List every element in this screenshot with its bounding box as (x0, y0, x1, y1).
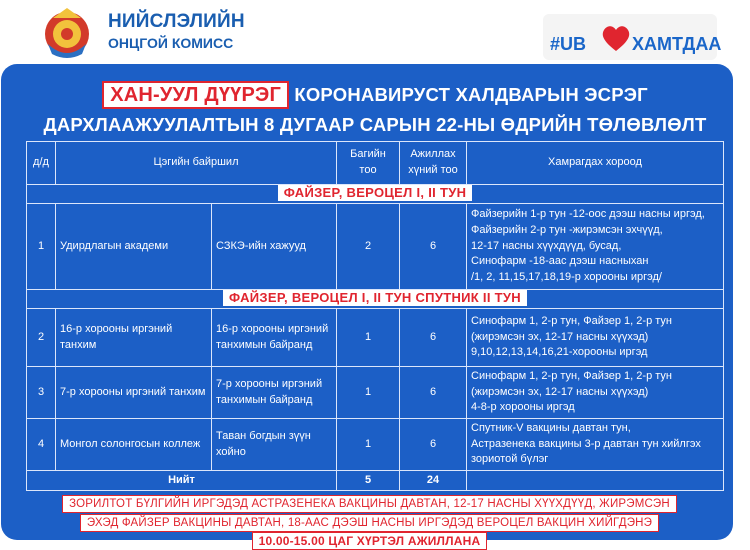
row-site: 7-р хорооны иргэний танхимын байранд (212, 367, 337, 419)
ulaanbaatar-emblem-icon (38, 4, 96, 60)
table-row (27, 367, 724, 419)
header-teams: Багийн тоо (337, 142, 400, 185)
row-number: 1 (27, 204, 56, 290)
row-teams: 2 (337, 204, 400, 290)
band-label-2: ФАЙЗЕР, ВЕРОЦЕЛ I, II ТУН СПУТНИК II ТУН (223, 290, 527, 306)
row-teams: 1 (337, 309, 400, 367)
row-staff: 6 (400, 204, 467, 290)
row-place: Удирдлагын академи (56, 204, 212, 290)
coverage-line: (жирэмсэн эх, 12-17 насны хүүхэд) (471, 330, 649, 343)
total-staff: 24 (400, 471, 467, 491)
table-row (27, 419, 724, 471)
note-line-1: ЗОРИЛТОТ БҮЛГИЙН ИРГЭДЭД АСТРАЗЕНЕКА ВАКЦИНЫ ДАВТАН, 12-17 НАСНЫ ХҮҮХДҮҮД, ЖИРЭМСЭН (62, 495, 677, 513)
coverage-line: Файзерийн 2-р тун -жирэмсэн эхчүүд, (471, 223, 663, 236)
row-teams: 1 (337, 419, 400, 471)
band-row-2 (27, 290, 724, 309)
row-site: СЗКЭ-ийн хажууд (212, 204, 337, 290)
header-no: д/д (27, 142, 56, 185)
row-coverage (467, 367, 724, 419)
coverage-line: зориотой бүлэг (471, 453, 549, 466)
coverage-line: 12-17 насны хүүхдүүд, бусад, (471, 239, 622, 252)
band-row-1 (27, 185, 724, 204)
row-place: 16-р хорооны иргэний танхим (56, 309, 212, 367)
row-staff: 6 (400, 419, 467, 471)
row-site: 16-р хорооны иргэний танхимын байранд (212, 309, 337, 367)
note-line-2: ЭХЭД ФАЙЗЕР ВАКЦИНЫ ДАВТАН, 18-ААС ДЭЭШ НАСНЫ ИРГЭДЭД ВЕРОЦЕЛ ВАКЦИН ХИЙГДЭНЭ (80, 514, 659, 532)
header (0, 0, 750, 64)
row-place: 7-р хорооны иргэний танхим (56, 367, 212, 419)
coverage-line: Файзерийн 1-р тун -12-оос дээш насны иргэд, (471, 207, 705, 220)
coverage-line: /1, 2, 11,15,17,18,19-р хорооны иргэд/ (471, 271, 662, 284)
table-row (27, 309, 724, 367)
row-coverage (467, 419, 724, 471)
row-place: Монгол солонгосын коллеж (56, 419, 212, 471)
row-teams: 1 (337, 367, 400, 419)
row-number: 3 (27, 367, 56, 419)
row-number: 2 (27, 309, 56, 367)
table-header-row (27, 142, 724, 185)
table-row (27, 204, 724, 290)
total-label: Нийт (27, 471, 337, 491)
header-staff: Ажиллах хүний тоо (400, 142, 467, 185)
coverage-line: Синофарм -18-аас дээш насныхан (471, 255, 649, 268)
header-location: Цэгийн байршил (56, 142, 337, 185)
band-label-1: ФАЙЗЕР, ВЕРОЦЕЛ I, II ТУН (278, 185, 473, 201)
vaccination-schedule-table (26, 141, 724, 491)
coverage-line: Синофарм 1, 2-р тун, Файзер 1, 2-р тун (471, 314, 672, 327)
org-line-1: НИЙСЛЭЛИЙН (108, 11, 245, 32)
row-coverage (467, 309, 724, 367)
row-site: Таван богдын зүүн хойно (212, 419, 337, 471)
organization-name (108, 12, 245, 51)
total-row (27, 471, 724, 491)
title-line-1 (0, 84, 750, 107)
row-staff: 6 (400, 309, 467, 367)
ub-hamtdaa-logo (543, 14, 722, 60)
coverage-line: Спутник-V вакцины давтан тун, (471, 421, 631, 434)
district-highlight: ХАН-УУЛ ДҮҮРЭГ (102, 81, 289, 109)
row-coverage (467, 204, 724, 290)
heart-icon (601, 24, 631, 52)
brand-hashtag: #UB (550, 34, 587, 54)
row-staff: 6 (400, 367, 467, 419)
org-line-2: ОНЦГОЙ КОМИСС (108, 34, 234, 51)
brand-word: ХАМТДАА (632, 34, 722, 54)
schedule-note (32, 494, 707, 550)
coverage-line: Синофарм 1, 2-р тун, Файзер 1, 2-р тун (471, 369, 672, 382)
coverage-line: 9,10,12,13,14,16,21-хорооны иргэд (471, 346, 648, 359)
title-line-2: ДАРХЛААЖУУЛАЛТЫН 8 ДУГААР САРЫН 22-НЫ ӨДРИЙН ТӨЛӨВЛӨЛТ (43, 114, 707, 135)
coverage-line: (жирэмсэн эх, 12-17 насны хүүхэд) (471, 385, 649, 398)
note-line-3: 10.00-15.00 ЦАГ ХҮРТЭЛ АЖИЛЛАНА (252, 532, 488, 550)
coverage-line: Астразенека вакцины 3-р давтан тун хийлгэх (471, 437, 701, 450)
coverage-line: 4-8-р хорооны иргэд (471, 401, 575, 414)
title-line-1-rest: КОРОНАВИРУСТ ХАЛДВАРЫН ЭСРЭГ (289, 84, 648, 105)
row-number: 4 (27, 419, 56, 471)
header-coverage: Хамрагдах хороод (467, 142, 724, 185)
total-teams: 5 (337, 471, 400, 491)
